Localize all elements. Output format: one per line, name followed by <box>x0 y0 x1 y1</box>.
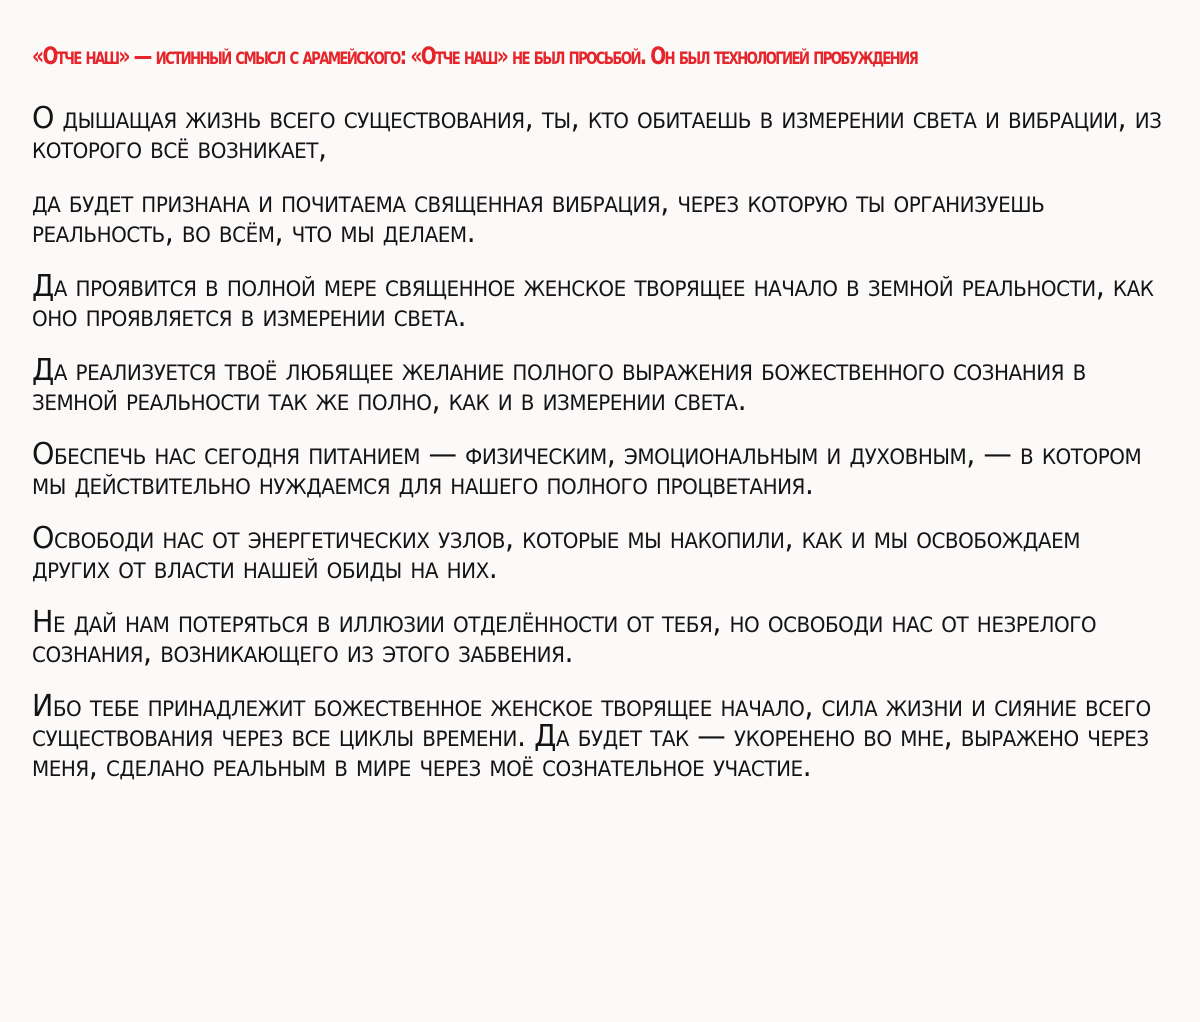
paragraph-1: О дышащая жизнь всего существования, ты, кто обитаешь в измерении света и вибрации, из которого всё возникает, <box>32 101 1162 166</box>
paragraph-2: да будет признана и почитаема священная вибрация, через которую ты организуешь реальность, во всём, что мы делаем. <box>32 185 1045 250</box>
paragraph-6: Освободи нас от энергетических узлов, которые мы накопили, как и мы освобождаем других от власти нашей обиды на них. <box>32 521 1080 586</box>
paragraph-3: Да проявится в полной мере священное женское творящее начало в земной реальности, как оно проявляется в измерении света. <box>32 269 1154 334</box>
paragraph-8: Ибо тебе принадлежит божественное женское творящее начало, сила жизни и сияние всего существования через все циклы времени. Да будет так — укоренено во мне, выражено через меня, сделано реальным в мире через моё сознательное участие. <box>32 689 1151 784</box>
paragraph-5: Обеспечь нас сегодня питанием — физическим, эмоциональным и духовным, — в котором мы действительно нуждаемся для нашего полного процветания. <box>32 437 1142 502</box>
paragraph-4: Да реализуется твоё любящее желание полного выражения божественного сознания в земной реальности так же полно, как и в измерении света. <box>32 353 1086 418</box>
paragraph-7: Не дай нам потеряться в иллюзии отделённости от тебя, но освободи нас от незрелого сознания, возникающего из этого забвения. <box>32 605 1097 670</box>
prayer-text <box>32 101 1164 784</box>
page-title: «Отче наш» — истинный смысл с арамейского: «Отче наш» не был просьбой. Он был технологией пробуждения <box>32 42 918 70</box>
